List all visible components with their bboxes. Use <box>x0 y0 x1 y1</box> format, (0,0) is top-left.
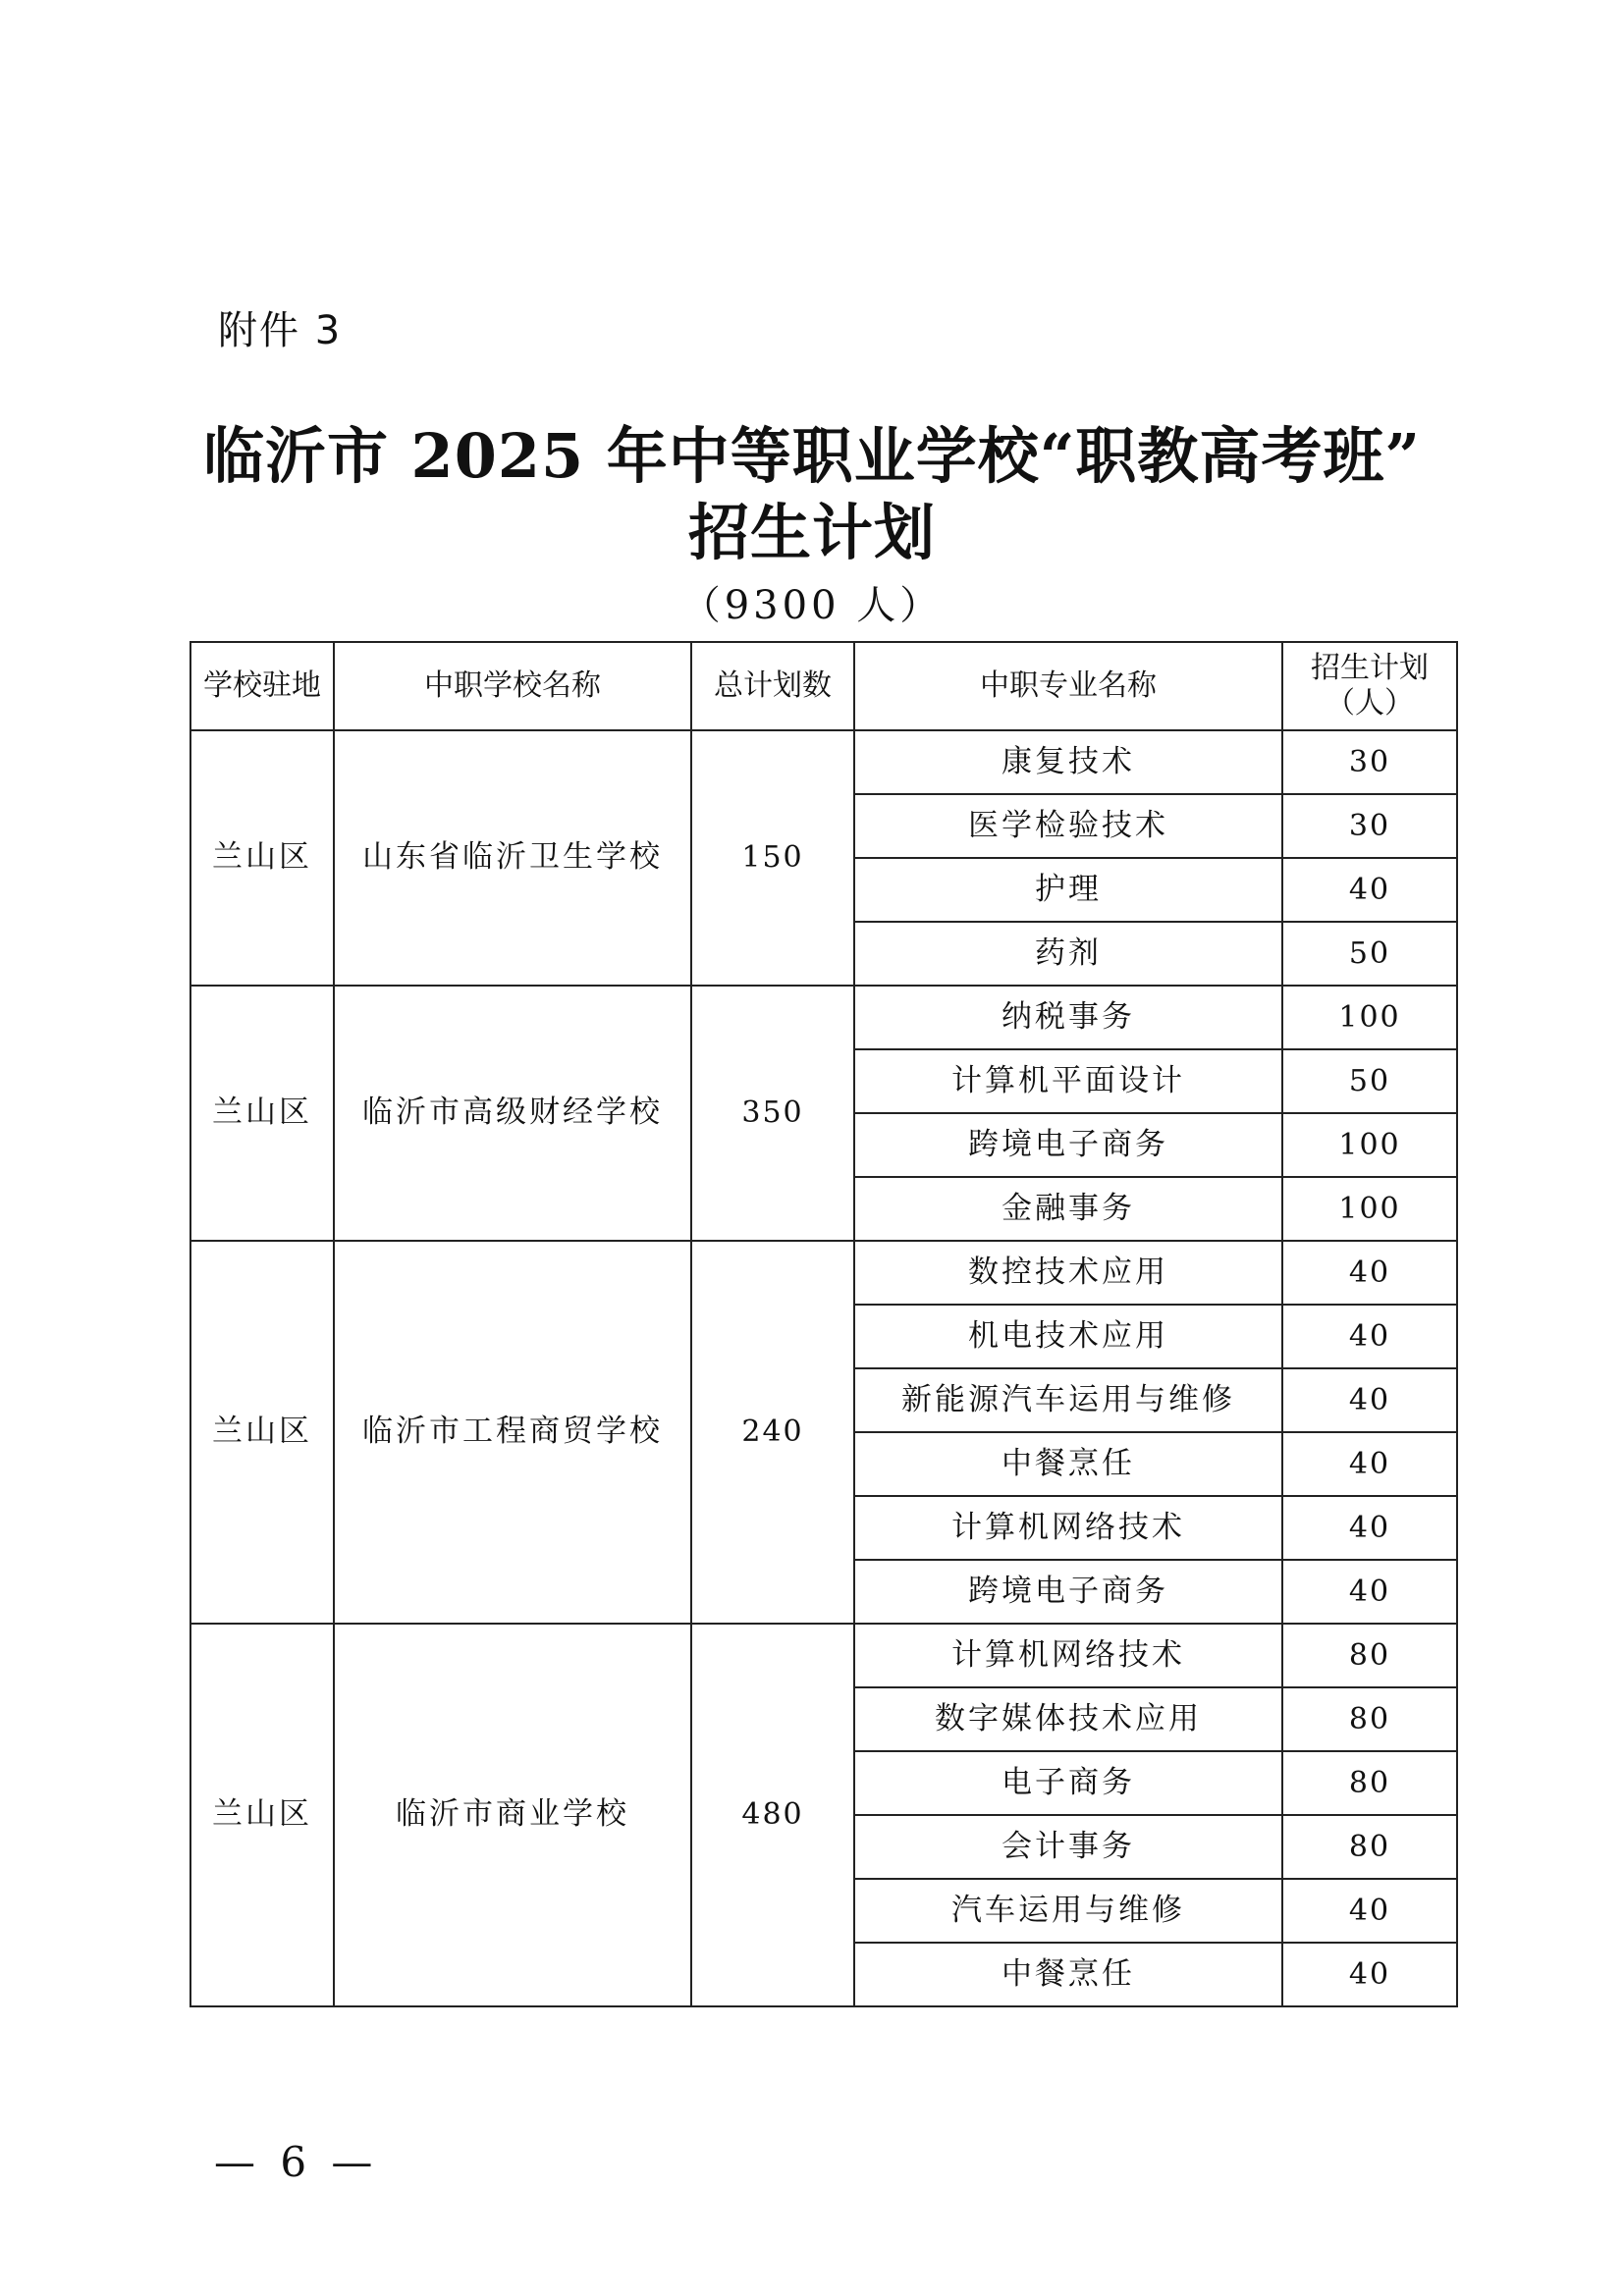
enrollment-plan-cell: 40 <box>1282 1432 1457 1496</box>
table-row <box>190 730 1457 794</box>
header-region: 学校驻地 <box>190 642 334 730</box>
header-enrollment-plan: 招生计划（人） <box>1282 642 1457 730</box>
document-title-line1: 临沂市 2025 年中等职业学校“职教高考班” <box>202 420 1422 492</box>
enrollment-plan-cell: 30 <box>1282 730 1457 794</box>
table-body <box>190 730 1457 2006</box>
header-major-name: 中职专业名称 <box>854 642 1282 730</box>
major-name-cell: 会计事务 <box>854 1815 1282 1879</box>
total-plan-cell: 150 <box>691 730 854 986</box>
enrollment-plan-cell: 100 <box>1282 986 1457 1049</box>
major-name-cell: 机电技术应用 <box>854 1305 1282 1368</box>
major-name-cell: 计算机网络技术 <box>854 1496 1282 1560</box>
page-number: — 6 — <box>214 2138 379 2186</box>
enrollment-plan-cell: 40 <box>1282 1241 1457 1305</box>
total-quota-subtitle: （9300 人） <box>680 583 944 628</box>
enrollment-plan-cell: 80 <box>1282 1751 1457 1815</box>
major-name-cell: 跨境电子商务 <box>854 1560 1282 1624</box>
major-name-cell: 纳税事务 <box>854 986 1282 1049</box>
total-plan-cell: 480 <box>691 1624 854 2006</box>
major-name-cell: 新能源汽车运用与维修 <box>854 1368 1282 1432</box>
major-name-cell: 金融事务 <box>854 1177 1282 1241</box>
major-name-cell: 数字媒体技术应用 <box>854 1687 1282 1751</box>
major-name-cell: 医学检验技术 <box>854 794 1282 858</box>
region-cell: 兰山区 <box>190 986 334 1241</box>
major-name-cell: 汽车运用与维修 <box>854 1879 1282 1943</box>
major-name-cell: 电子商务 <box>854 1751 1282 1815</box>
major-name-cell: 康复技术 <box>854 730 1282 794</box>
total-plan-cell: 240 <box>691 1241 854 1624</box>
enrollment-plan-cell: 40 <box>1282 1560 1457 1624</box>
enrollment-plan-cell: 40 <box>1282 858 1457 922</box>
enrollment-plan-cell: 40 <box>1282 1305 1457 1368</box>
enrollment-plan-cell: 100 <box>1282 1177 1457 1241</box>
table-row <box>190 1624 1457 1687</box>
school-name-cell: 临沂市高级财经学校 <box>334 986 691 1241</box>
enrollment-plan-cell: 80 <box>1282 1687 1457 1751</box>
header-total-plan: 总计划数 <box>691 642 854 730</box>
table-header-row <box>190 642 1457 730</box>
enrollment-plan-cell: 80 <box>1282 1624 1457 1687</box>
major-name-cell: 中餐烹任 <box>854 1432 1282 1496</box>
region-cell: 兰山区 <box>190 1241 334 1624</box>
major-name-cell: 药剂 <box>854 922 1282 986</box>
enrollment-plan-cell: 40 <box>1282 1496 1457 1560</box>
enrollment-plan-cell: 40 <box>1282 1943 1457 2006</box>
major-name-cell: 数控技术应用 <box>854 1241 1282 1305</box>
enrollment-plan-cell: 40 <box>1282 1879 1457 1943</box>
major-name-cell: 计算机网络技术 <box>854 1624 1282 1687</box>
region-cell: 兰山区 <box>190 730 334 986</box>
table-row <box>190 1241 1457 1305</box>
enrollment-plan-cell: 50 <box>1282 1049 1457 1113</box>
school-name-cell: 临沂市工程商贸学校 <box>334 1241 691 1624</box>
major-name-cell: 跨境电子商务 <box>854 1113 1282 1177</box>
major-name-cell: 计算机平面设计 <box>854 1049 1282 1113</box>
enrollment-plan-cell: 40 <box>1282 1368 1457 1432</box>
document-title-line2: 招生计划 <box>687 497 936 568</box>
total-plan-cell: 350 <box>691 986 854 1241</box>
enrollment-plan-cell: 30 <box>1282 794 1457 858</box>
enrollment-plan-table <box>189 641 1458 2007</box>
major-name-cell: 护理 <box>854 858 1282 922</box>
school-name-cell: 临沂市商业学校 <box>334 1624 691 2006</box>
attachment-label: 附件 3 <box>218 308 343 353</box>
enrollment-plan-cell: 80 <box>1282 1815 1457 1879</box>
school-name-cell: 山东省临沂卫生学校 <box>334 730 691 986</box>
major-name-cell: 中餐烹任 <box>854 1943 1282 2006</box>
header-school-name: 中职学校名称 <box>334 642 691 730</box>
enrollment-plan-cell: 100 <box>1282 1113 1457 1177</box>
table-row <box>190 986 1457 1049</box>
enrollment-plan-cell: 50 <box>1282 922 1457 986</box>
region-cell: 兰山区 <box>190 1624 334 2006</box>
